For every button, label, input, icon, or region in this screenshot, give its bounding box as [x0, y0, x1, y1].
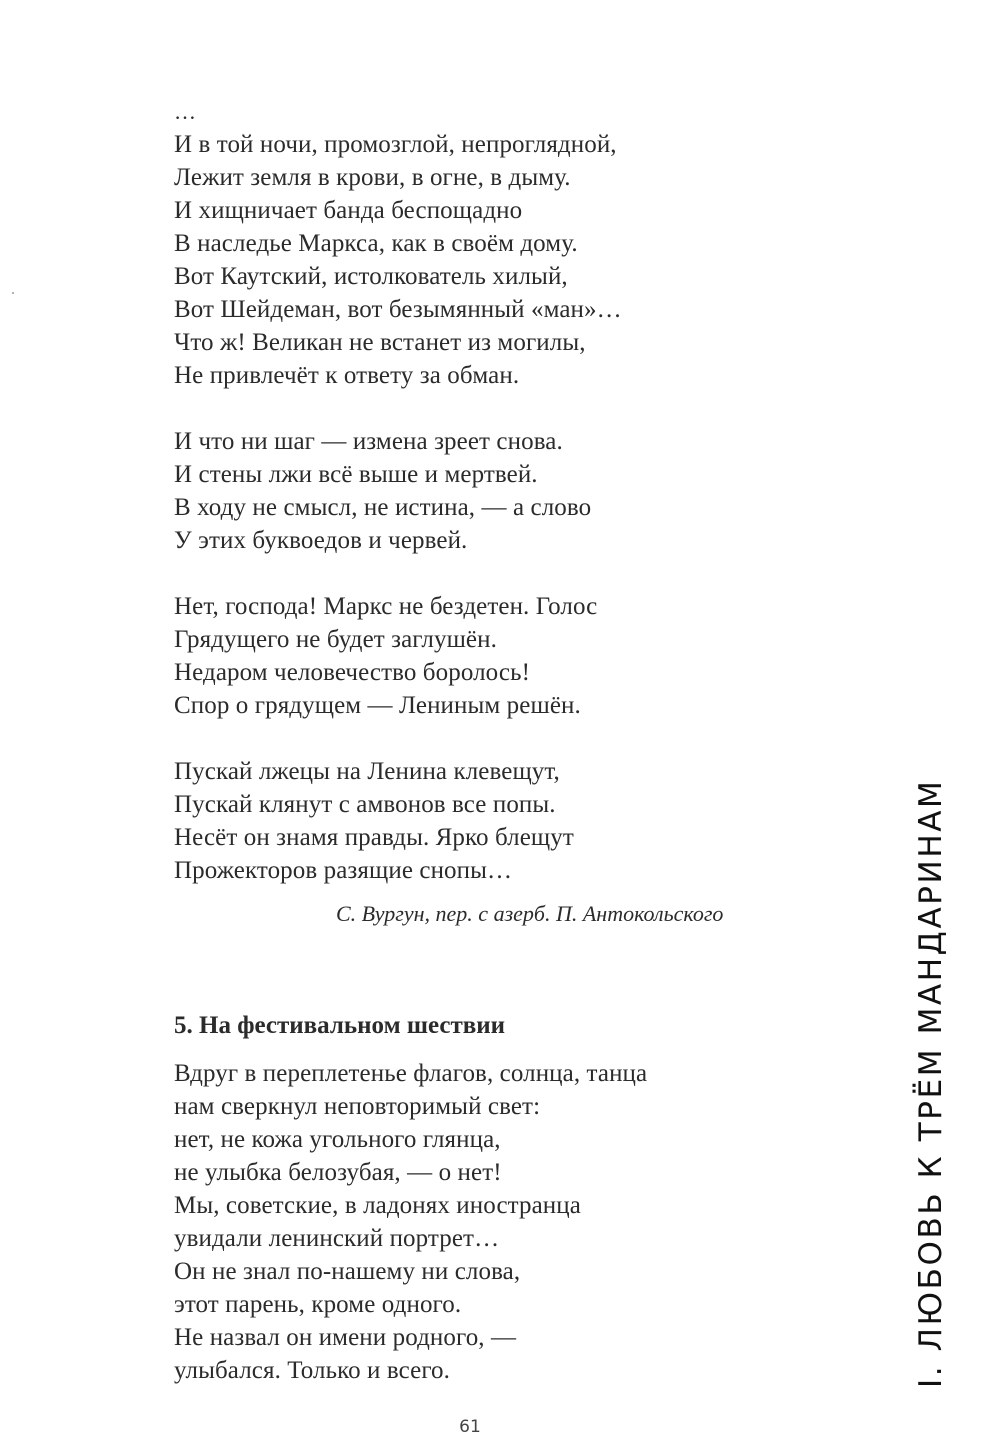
poem-line: Грядущего не будет заглушён.: [174, 626, 497, 653]
poem-line: Нет, господа! Маркс не бездетен. Голос: [174, 593, 598, 620]
poem-line: И стены лжи всё выше и мертвей.: [174, 461, 538, 488]
poem-1: [174, 95, 794, 920]
poem-line: Вот Каутский, истолкователь хилый,: [174, 263, 568, 290]
poem-line: Спор о грядущем — Лениным решён.: [174, 692, 581, 719]
poem-line: Что ж! Великан не встанет из могилы,: [174, 329, 586, 356]
poem-line: Пускай клянут с амвонов все попы.: [174, 791, 556, 818]
poem-line: Он не знал по-нашему ни слова,: [174, 1258, 521, 1285]
poem-line: не улыбка белозубая, — о нет!: [174, 1159, 502, 1186]
poem-line: Вот Шейдеман, вот безымянный «ман»…: [174, 296, 622, 323]
section-heading: 5. На фестивальном шествии: [174, 1012, 506, 1039]
poem-line: Не привлечёт к ответу за обман.: [174, 362, 520, 389]
poem-line: В ходу не смысл, не истина, — а слово: [174, 494, 592, 521]
poem-line: Пускай лжецы на Ленина клевещут,: [174, 758, 560, 785]
poem-line: И что ни шаг — измена зреет снова.: [174, 428, 563, 455]
poem-line: Мы, советские, в ладонях иностранца: [174, 1192, 581, 1219]
poem-1-stanza-2: [174, 425, 794, 557]
poem-line: Не назвал он имени родного, —: [174, 1324, 517, 1351]
running-chapter-title: I. ЛЮБОВЬ К ТРЁМ МАНДАРИНАМ: [913, 778, 949, 1388]
poem-line: нет, не кожа угольного глянца,: [174, 1126, 501, 1153]
page-number: 61: [459, 1417, 481, 1437]
poem-1-stanza-3: [174, 590, 794, 722]
poem-line: В наследье Маркса, как в своём дому.: [174, 230, 578, 257]
poem-line: У этих буквоедов и червей.: [174, 527, 468, 554]
poem-1-opening-ellipsis: …: [174, 99, 199, 124]
poem-line: Несёт он знамя правды. Ярко блещут: [174, 824, 574, 851]
poem-line: Лежит земля в крови, в огне, в дыму.: [174, 164, 571, 191]
poem-line: нам сверкнул неповторимый свет:: [174, 1093, 541, 1120]
poem-1-attribution: С. Вургун, пер. с азерб. П. Антокольского: [336, 901, 724, 926]
poem-line: И в той ночи, промозглой, непроглядной,: [174, 131, 617, 158]
poem-line: улыбался. Только и всего.: [174, 1357, 451, 1384]
margin-speck: [12, 292, 14, 294]
poem-line: этот парень, кроме одного.: [174, 1291, 462, 1318]
poem-1-stanza-1: [174, 128, 794, 392]
poem-line: Прожекторов разящие снопы…: [174, 857, 513, 884]
poem-line: И хищничает банда беспощадно: [174, 197, 523, 224]
poem-line: Вдруг в переплетенье флагов, солнца, танца: [174, 1060, 648, 1087]
poem-line: увидали ленинский портрет…: [174, 1225, 500, 1252]
poem-line: Недаром человечество боролось!: [174, 659, 531, 686]
poem-2: [174, 1057, 734, 1387]
poem-1-stanza-4: [174, 755, 794, 887]
